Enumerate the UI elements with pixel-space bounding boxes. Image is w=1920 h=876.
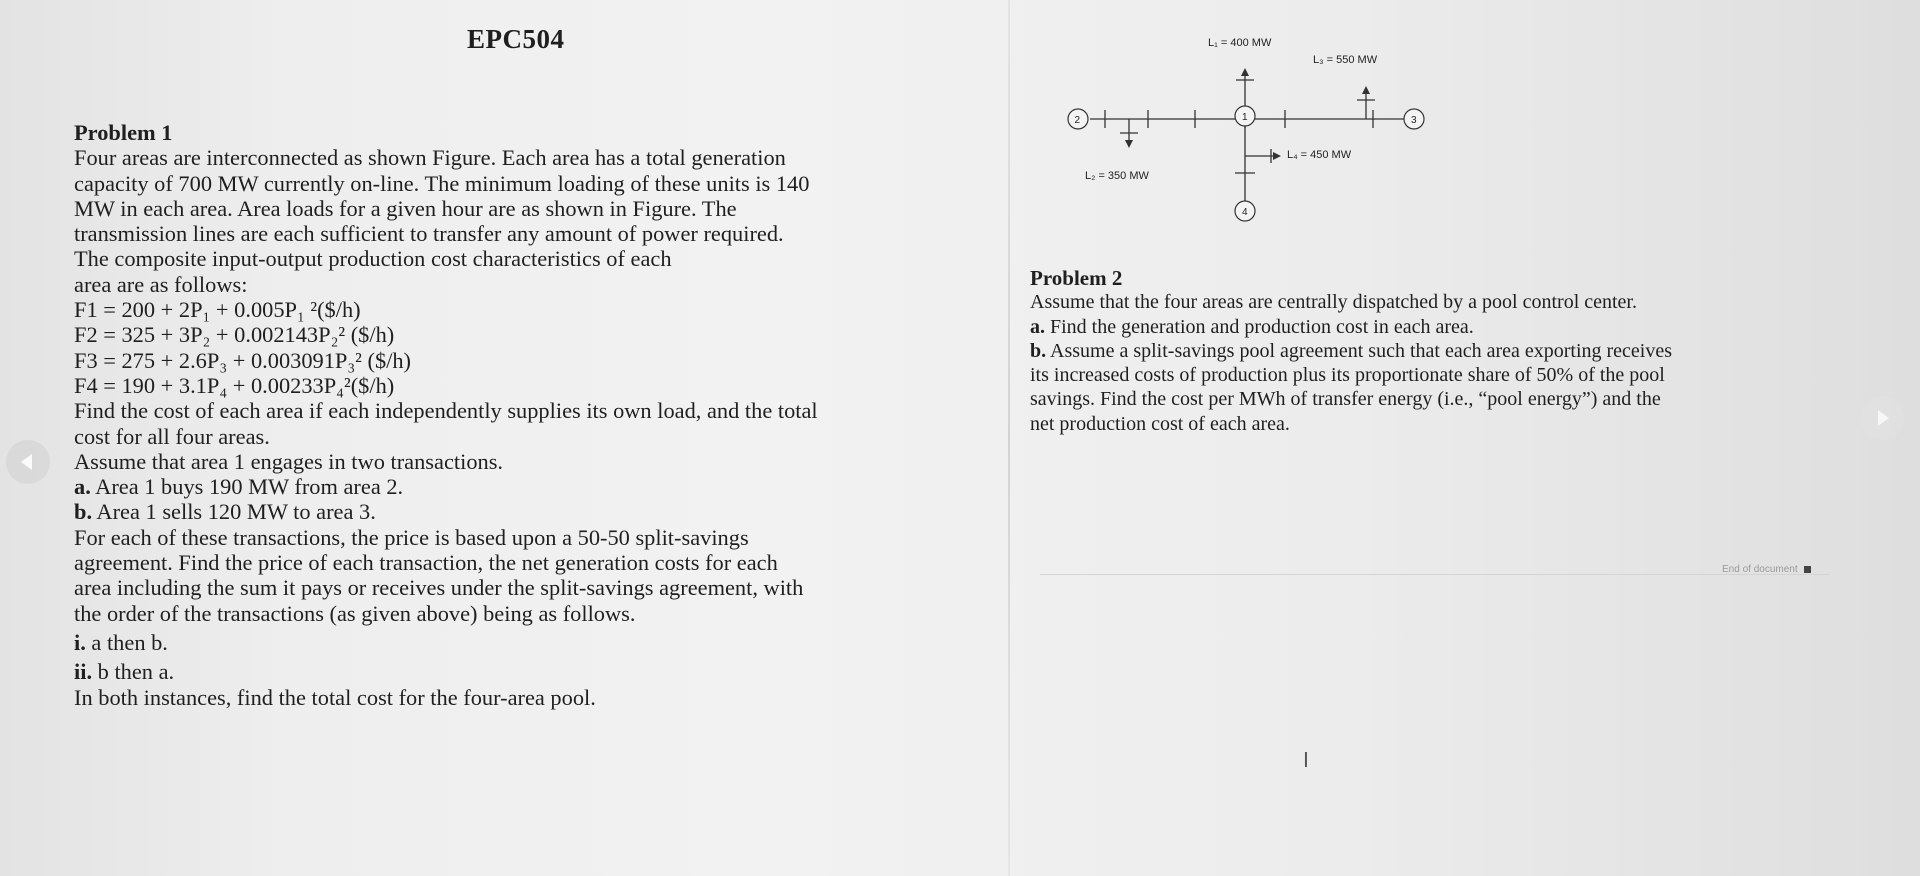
bus-3-label: 3 xyxy=(1411,115,1417,126)
problem-2-heading: Problem 2 xyxy=(1030,266,1123,290)
problem-1-line: Find the cost of each area if each independently supplies its own load, and the total xyxy=(74,398,818,424)
item-marker: i. xyxy=(74,629,86,655)
four-area-network-figure xyxy=(1055,28,1455,228)
document-title: EPC504 xyxy=(467,24,565,54)
problem-2 xyxy=(1030,266,1830,436)
cost-equation-f4: F4 = 190 + 3.1P₄ + 0.00233P₄²($/h) xyxy=(74,372,395,398)
item-marker: b. xyxy=(74,499,93,525)
load-l4-label: L₄ = 450 MW xyxy=(1287,149,1352,161)
item-text: Find the generation and production cost in each area. xyxy=(1045,315,1474,338)
problem-1-line: the order of the transactions (as given above) being as follows. xyxy=(74,600,636,626)
end-of-document-text: End of document xyxy=(1722,564,1798,575)
order-i xyxy=(74,630,974,655)
transaction-a xyxy=(74,474,974,499)
problem-1-line: capacity of 700 MW currently on-line. The minimum loading of these units is 140 xyxy=(74,170,810,196)
cost-equation-f3: F3 = 275 + 2.6P₃ + 0.003091P₃² ($/h) xyxy=(74,347,412,373)
problem-2-line: savings. Find the cost per MWh of transfer energy (i.e., “pool energy”) and the xyxy=(1030,388,1661,411)
divider xyxy=(1040,574,1830,575)
transaction-b xyxy=(74,499,974,524)
cost-equation-f1: F1 = 200 + 2P₁ + 0.005P₁ ²($/h) xyxy=(74,297,361,323)
problem-1-line: area are as follows: xyxy=(74,271,248,297)
order-ii xyxy=(74,659,974,684)
problem-1-line: Four areas are interconnected as shown Figure. Each area has a total generation xyxy=(74,145,786,171)
problem-2-line: net production cost of each area. xyxy=(1030,412,1290,435)
bus-1-label: 1 xyxy=(1242,112,1248,123)
problem-2-item-a xyxy=(1030,315,1830,339)
problem-1-line: cost for all four areas. xyxy=(74,423,270,449)
problem-1-line: agreement. Find the price of each transaction, the net generation costs for each xyxy=(74,550,778,576)
problem-1-heading: Problem 1 xyxy=(74,120,173,145)
load-l2-label: L₂ = 350 MW xyxy=(1085,170,1149,182)
l2-arrow xyxy=(1125,140,1133,148)
item-text: a then b. xyxy=(85,629,168,655)
problem-1-line: transmission lines are each sufficient to transfer any amount of power required. xyxy=(74,221,784,247)
load-l3-label: L₃ = 550 MW xyxy=(1313,54,1378,66)
problem-1-line: The composite input-output production cost characteristics of each xyxy=(74,246,672,272)
l4-arrow xyxy=(1273,152,1281,160)
cost-equation-f2: F2 = 325 + 3P₂ + 0.002143P₂² ($/h) xyxy=(74,322,395,348)
problem-1-line: For each of these transactions, the price is based upon a 50-50 split-savings xyxy=(74,524,749,550)
problem-2-item-b xyxy=(1030,339,1830,363)
problem-1-line: Assume that area 1 engages in two transactions. xyxy=(74,448,504,474)
item-text: Area 1 sells 120 MW to area 3. xyxy=(92,499,376,525)
text-cursor-icon: I xyxy=(1303,748,1309,772)
page-edge xyxy=(1008,0,1010,876)
bus-4-label: 4 xyxy=(1242,207,1248,218)
problem-1 xyxy=(74,120,974,710)
next-page-button[interactable] xyxy=(1860,396,1904,440)
problem-1-final-line: In both instances, find the total cost for the four-area pool. xyxy=(74,684,596,710)
problem-2-line: its increased costs of production plus its proportionate share of 50% of the pool xyxy=(1030,364,1665,387)
item-marker: ii. xyxy=(74,659,93,685)
load-l1-label: L₁ = 400 MW xyxy=(1208,37,1272,49)
previous-page-button[interactable] xyxy=(6,440,50,484)
bus-2-label: 2 xyxy=(1074,115,1081,126)
problem-1-line: area including the sum it pays or receives under the split-savings agreement, with xyxy=(74,575,804,601)
item-marker: a. xyxy=(1030,315,1045,338)
problem-1-line: MW in each area. Area loads for a given hour are as shown in Figure. The xyxy=(74,195,737,221)
end-of-document-marker xyxy=(1722,564,1811,575)
item-marker: a. xyxy=(74,474,91,500)
item-text: b then a. xyxy=(92,659,175,685)
item-text: Area 1 buys 190 MW from area 2. xyxy=(90,474,404,500)
problem-2-intro: Assume that the four areas are centrally dispatched by a pool control center. xyxy=(1030,291,1637,314)
end-square-icon xyxy=(1804,566,1811,573)
item-text: Assume a split-savings pool agreement such that each area exporting receives xyxy=(1046,339,1673,362)
item-marker: b. xyxy=(1030,339,1047,362)
